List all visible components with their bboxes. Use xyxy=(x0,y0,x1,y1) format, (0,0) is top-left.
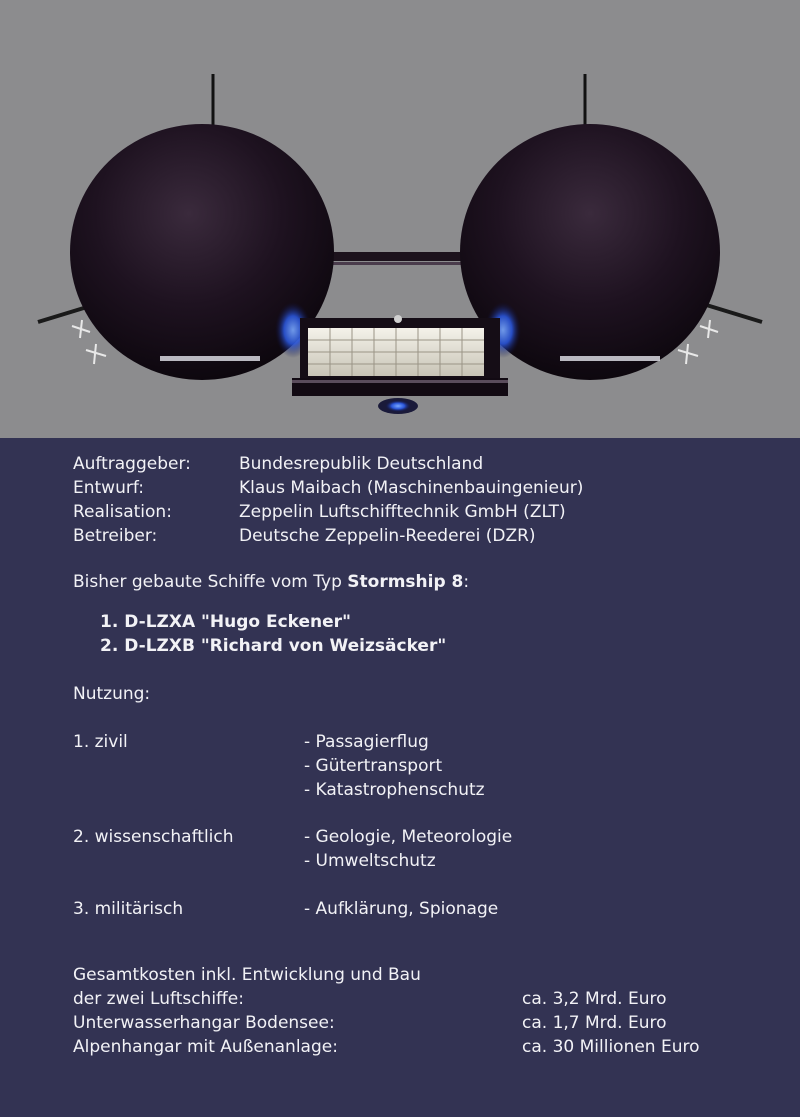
bottom-light xyxy=(385,400,411,412)
credit-label-operator: Betreiber: xyxy=(73,526,158,546)
credit-value-realisation: Zeppelin Luftschifftechnik GmbH (ZLT) xyxy=(239,502,566,522)
credit-value-operator: Deutsche Zeppelin-Reederei (DZR) xyxy=(239,526,536,546)
usage-item: - Gütertransport xyxy=(304,756,443,776)
cost-label-alpine-hangar: Alpenhangar mit Außenanlage: xyxy=(73,1037,338,1057)
cost-value-underwater-hangar: ca. 1,7 Mrd. Euro xyxy=(522,1013,667,1033)
info-panel xyxy=(0,438,800,1117)
ships-intro: Bisher gebaute Schiffe vom Typ Stormship 8: xyxy=(73,572,470,592)
cost-value-ships: ca. 3,2 Mrd. Euro xyxy=(522,989,667,1009)
usage-category-science: 2. wissenschaftlich xyxy=(73,827,234,847)
usage-item: - Aufklärung, Spionage xyxy=(304,899,499,919)
usage-item: - Passagierflug xyxy=(304,732,429,752)
airship-image xyxy=(0,0,800,438)
cost-label-ships: der zwei Luftschiffe: xyxy=(73,989,244,1009)
usage-heading: Nutzung: xyxy=(73,684,151,704)
usage-category-military: 3. militärisch xyxy=(73,899,184,919)
ship-item-1: 1. D-LZXA "Hugo Eckener" xyxy=(100,612,351,632)
airship-render xyxy=(0,0,800,438)
credit-label-design: Entwurf: xyxy=(73,478,144,498)
usage-category-civil: 1. zivil xyxy=(73,732,128,752)
credit-value-design: Klaus Maibach (Maschinenbauingenieur) xyxy=(239,478,584,498)
ship-type-name: Stormship 8 xyxy=(347,572,464,592)
usage-item: - Geologie, Meteorologie xyxy=(304,827,513,847)
credit-label-client: Auftraggeber: xyxy=(73,454,191,474)
usage-item: - Katastrophenschutz xyxy=(304,780,485,800)
usage-item: - Umweltschutz xyxy=(304,851,436,871)
credit-label-realisation: Realisation: xyxy=(73,502,172,522)
cost-value-alpine-hangar: ca. 30 Millionen Euro xyxy=(522,1037,700,1057)
ship-item-2: 2. D-LZXB "Richard von Weizsäcker" xyxy=(100,636,447,656)
credit-value-client: Bundesrepublik Deutschland xyxy=(239,454,484,474)
cost-label-underwater-hangar: Unterwasserhangar Bodensee: xyxy=(73,1013,335,1033)
costs-heading: Gesamtkosten inkl. Entwicklung und Bau xyxy=(73,965,421,985)
